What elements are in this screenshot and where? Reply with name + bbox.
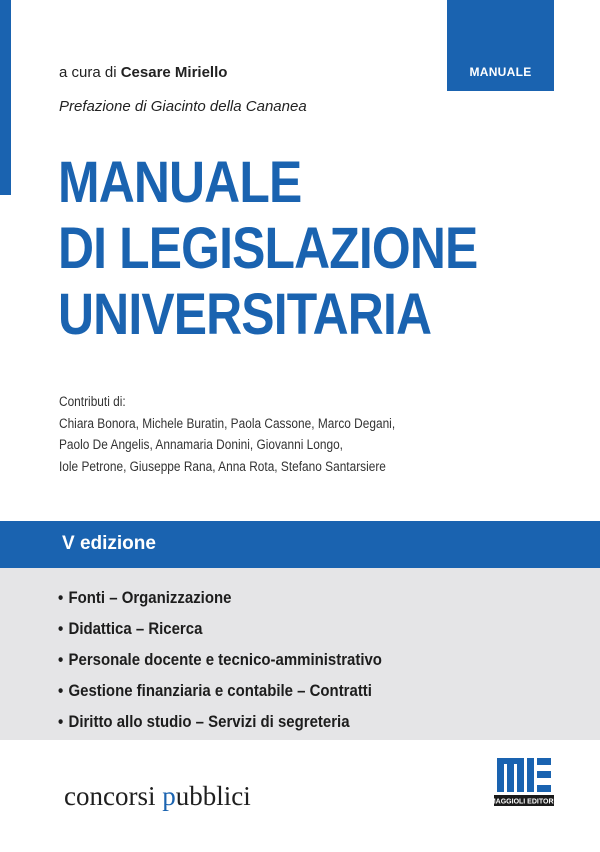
title-line-1: MANUALE <box>58 150 302 215</box>
curator-line <box>59 64 227 81</box>
edition-bar <box>0 521 600 568</box>
title-line-3: UNIVERSITARIA <box>58 282 432 347</box>
contributors-line: Iole Petrone, Giuseppe Rana, Anna Rota, Stefano Santarsiere <box>59 458 386 474</box>
topics-box <box>0 568 600 740</box>
preface-line: Prefazione di Giacinto della Cananea <box>59 98 307 115</box>
edition-label: V edizione <box>62 533 156 554</box>
topic-item <box>58 706 382 737</box>
topic-text: Diritto allo studio – Servizi di segreteria <box>68 712 350 731</box>
title-line-2: DI LEGISLAZIONE <box>58 216 478 281</box>
publisher-logo-icon <box>489 756 559 806</box>
topic-text: Fonti – Organizzazione <box>68 588 232 607</box>
contributors-line: Paolo De Angelis, Annamaria Donini, Giovanni Longo, <box>59 437 343 452</box>
contributors-heading: Contributi di: <box>59 394 126 409</box>
series-logo-word1: concorsi <box>64 781 156 811</box>
series-logo-accent: p <box>162 781 176 811</box>
series-logo-rest: ubblici <box>175 781 251 811</box>
topic-item <box>58 582 382 613</box>
contributors-block <box>59 391 395 477</box>
curator-prefix: a cura di <box>59 64 117 81</box>
contributors-line: Chiara Bonora, Michele Buratin, Paola Cassone, Marco Degani, <box>59 415 396 431</box>
series-tab <box>447 0 554 91</box>
bullet-icon: • <box>58 681 64 700</box>
topic-item <box>58 644 382 675</box>
bullet-icon: • <box>58 588 64 607</box>
bullet-icon: • <box>58 712 64 731</box>
left-accent-bar <box>0 0 11 195</box>
topic-text: Didattica – Ricerca <box>68 619 203 638</box>
series-logo <box>64 781 251 812</box>
book-title <box>58 150 477 348</box>
topic-item <box>58 675 382 706</box>
publisher-logo-text: MAGGIOLI EDITORE <box>489 798 559 806</box>
topic-text: Gestione finanziaria e contabile – Contratti <box>68 681 372 700</box>
topic-item <box>58 613 382 644</box>
topics-list <box>58 582 382 737</box>
curator-name: Cesare Miriello <box>120 64 228 81</box>
bullet-icon: • <box>58 619 64 638</box>
bullet-icon: • <box>58 650 64 669</box>
series-label: MANUALE <box>469 65 532 79</box>
topic-text: Personale docente e tecnico-amministrativo <box>68 650 382 669</box>
